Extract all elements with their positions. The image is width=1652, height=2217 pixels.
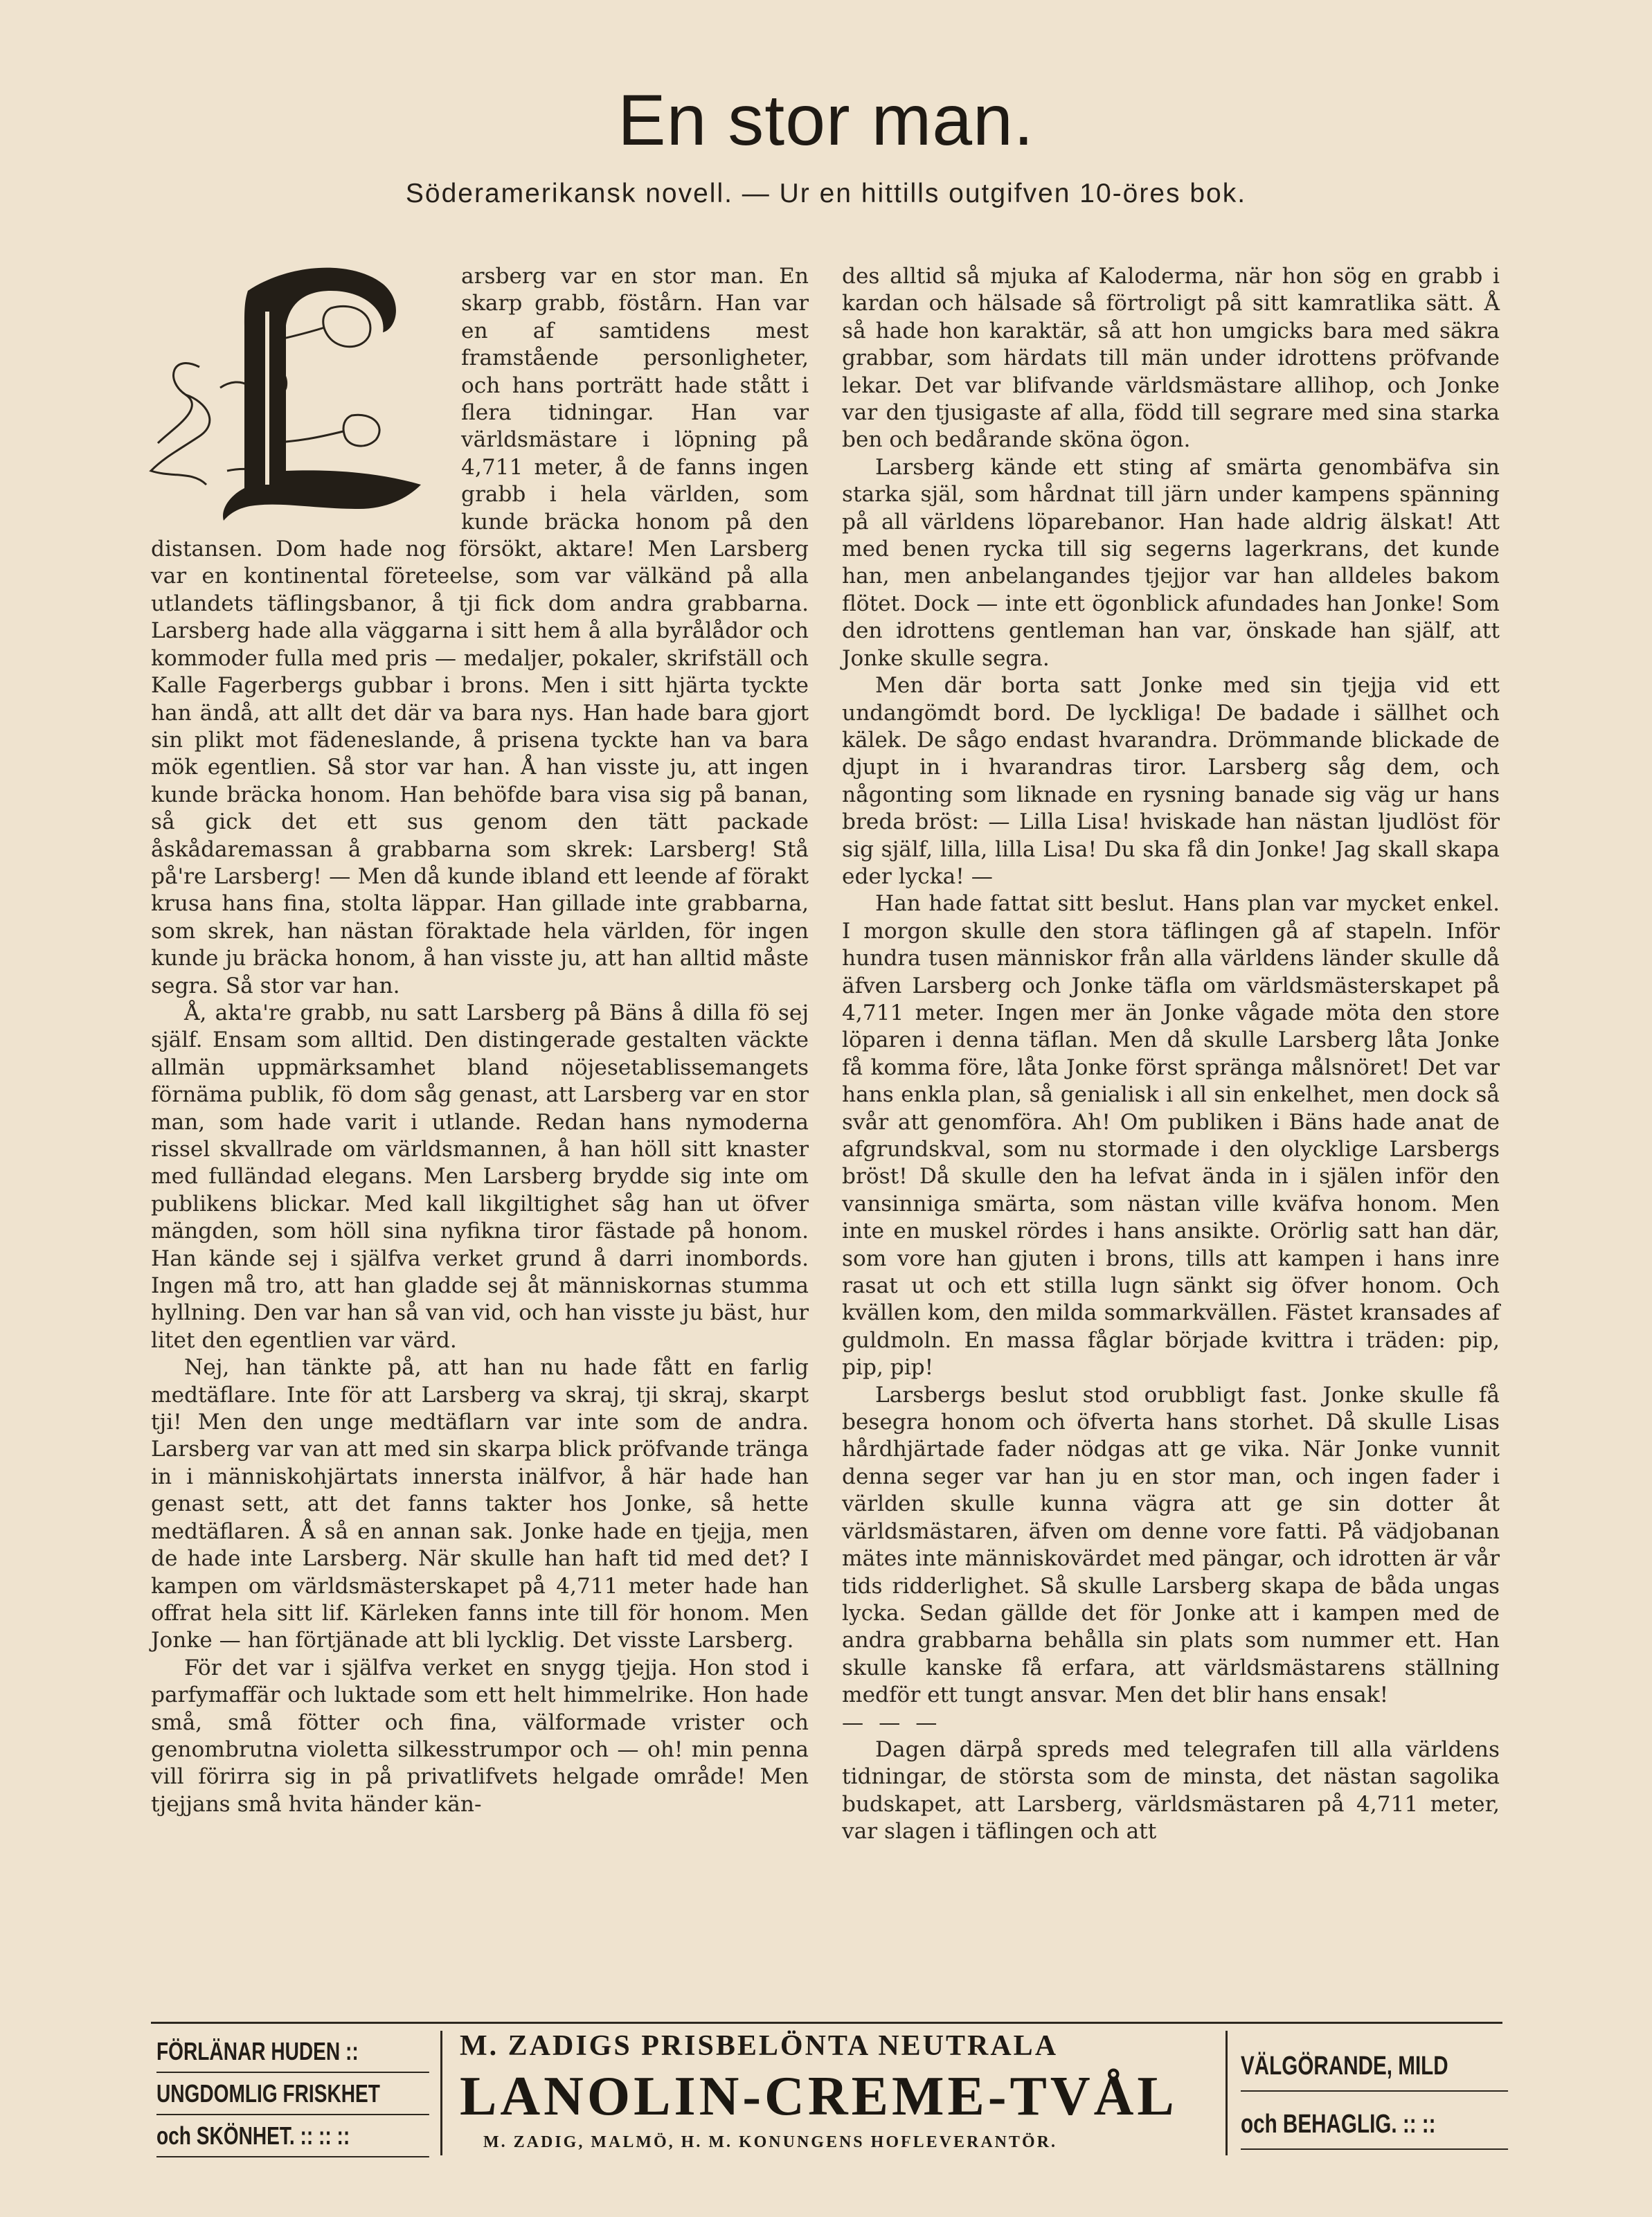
ad-line: och BEHAGLIG. :: ::	[1241, 2100, 1508, 2150]
paragraph: Larsberg kände ett sting af smärta genombäfva sin starka själ, som hårdnat till järn under kampens spänning på all världens löparebanor. Han hade aldrig älskat! Att med benen rycka till sig segerns lagerkrans, det kunde han, men anbelangandes tjejjor var han alldeles bakom flötet. Dock — inte ett ögonblick afundades han Jonke! Som den idrottens gentleman han var, önskade han själf, att Jonke skulle segra.	[842, 454, 1500, 671]
right-column	[842, 263, 1500, 1846]
paragraph: För det var i själfva verket en snygg tjejja. Hon stod i parfymaffär och luktade som ett helt himmelrike. Hon hade små, små fötter och fina, välformade vrister och genombrutna violetta silkesstrumpor och — oh! min penna vill förirra sig in på privatlifvets helgade område! Men tjejjans små hvita händer kän-	[151, 1655, 809, 1817]
paragraph: des alltid så mjuka af Kaloderma, när hon sög en grabb i kardan och hälsade så förtroligt på sitt kamratlika sätt. Å så hade hon karaktär, så att hon umgicks bara med säkra grabbar, som härdats till män under idrottens pröfvande lekar. Det var blifvande världsmästare allihop, och Jonke var den tjusigaste af alla, född till segrare med sina starka ben och bedårande sköna ögon.	[842, 264, 1500, 453]
paragraph: Larsbergs beslut stod orubbligt fast. Jonke skulle få besegra honom och öfverta hans storhet. Då skulle Lisas hårdhjärtade fader nödgas att ge vika. När Jonke vunnit denna seger var han ju en stor man, och ingen fader i världen skulle kunna vägra att ge sin dotter åt världsmästaren, äfven om denne vore fatti. På vädjobanan mätes inte människovärdet med pängar, och idrotten är vår tids ridderlighet. Så skulle Larsberg skapa de båda ungas lycka. Sedan gällde det för Jonke att i kampen med de andra grabbarna behålla sin plats som nummer ett. Han skulle kanske få erfara, att världsmästarens ställning medför ett tungt ansvar. Men det blir hans ensak!	[842, 1382, 1500, 1708]
article-title: En stor man.	[618, 80, 1034, 161]
paragraph: arsberg var en stor man. En skarp grabb, föstårn. Han var en af samtidens mest framstående personligheter, och hans porträtt hade stått i flera tidningar. Han var världsmästare i löpning på 4,711 meter, å de fanns ingen grabb i hela världen, som kunde bräcka honom på den distansen. Dom hade nog försökt, aktare! Men Larsberg var en kontinental företeelse, som var välkänd på alla utlandets täflingsbanor, å tji fick dom andra grabbarna. Larsberg hade alla väggarna i sitt hem å alla byrålådor och kommoder fulla med pris — medaljer, pokaler, skrifställ och Kalle Fagerbergs gubbar i brons. Men i sitt hjärta tyckte han ändå, att allt det där va bara nys. Han hade bara gjort sin plikt mot fädeneslande, å prisena tyckte han va bara mök egentlien. Så stor var han. Å han visste ju, att ingen kunde bräcka honom. Han behöfde bara visa sig på banan, så gick det ett sus genom den tätt packade åskådaremassan å grabbarna som skrek: Larsberg! Stå på're Larsberg! — Men då kunde ibland ett leende af förakt krusa hans fina, stolta läppar. Han gillade inte grabbarna, som skrek, han nästan föraktade hela världen, för ingen kunde ju bräcka honom, å han visste ju, att han alltid måste segra. Så stor var han.	[151, 264, 809, 998]
ad-product-name: LANOLIN-CREME-TVÅL	[460, 2066, 1178, 2127]
paragraph: Han hade fattat sitt beslut. Hans plan var mycket enkel. I morgon skulle den stora täflingen gå af stapeln. Inför hundra tusen människor från alla världens länder skulle då äfven Larsberg och Jonke täfla om världsmästerskapet på 4,711 meter. Ingen mer än Jonke vågade möta den store löparen i denna täflan. Men då skulle Larsberg låta Jonke få komma före, låta Jonke först spränga målsnöret! Det var hans enkla plan, så genialisk i all sin enkelhet, men dock så svår att genomföra. Ah! Om publiken i Bäns hade anat de afgrundskval, som nu stormade i den olycklige Larsbergs bröst! Då skulle den ha lefvat ända in i själen inför den vansinniga smärta, som nästan ville kväfva honom. Men inte en muskel rördes i hans ansikte. Orörlig satt han där, som vore han gjuten i brons, tills att kampen i hans inre rasat ut och ett stilla lugn sänkt sig öfver honom. Och kvällen kom, den milda sommarkvällen. Fästet kransades af guldmoln. En massa fåglar började kvittra i träden: pip, pip, pip!	[842, 891, 1500, 1381]
section-break: — — —	[842, 1709, 942, 1735]
ornamental-drop-cap-l-icon	[144, 263, 443, 533]
soap-advertisement	[151, 2022, 1502, 2166]
paragraph: Å, akta're grabb, nu satt Larsberg på Bäns å dilla fö sej själf. Ensam som alltid. Den distingerade gestalten väckte allmän uppmärksamhet bland nöjesetablissemangets förnäma publik, fö dom såg genast, att Larsberg var en stor man, som hade varit i utlande. Redan hans nymoderna rissel skvallrade om världsmannen, å han höll sitt knaster med fulländad elegans. Men Larsberg brydde sig inte om publikens blickar. Med kall likgiltighet såg han ut öfver mängden, som höll sina nyfikna tiror fästade på honom. Han kände sej i själfva verket grund å darri inombords. Ingen må tro, att han gladde sej åt människornas stumma hyllning. Den var han så van vid, och han visste ju bäst, hur litet den egentlien var värd.	[151, 1000, 809, 1353]
paragraph: Men där borta satt Jonke med sin tjejja vid ett undangömdt bord. De lyckliga! De badade i sällhet och kälek. De sågo endast hvarandra. Drömmande blickade de djupt in i hvarandras tiror. Larsberg såg dem, och någonting som liknade en rysning banade sig väg ur hans breda bröst: — Lilla Lisa! hviskade han nästan ljudlöst för sig själf, lilla, lilla Lisa! Du ska få din Jonke! Jag skall skapa eder lycka! —	[842, 673, 1500, 889]
ad-right-text	[1241, 2042, 1468, 2158]
ad-maker-line: M. ZADIG, MALMÖ, H. M. KONUNGENS HOFLEVERANTÖR.	[483, 2133, 1058, 2151]
ad-divider	[440, 2031, 442, 2155]
article-subtitle: Söderamerikansk novell. — Ur en hittills outgifven 10-öres bok.	[405, 179, 1247, 208]
paragraph: Nej, han tänkte på, att han nu hade fått en farlig medtäflare. Inte för att Larsberg va skraj, tji skraj, skarpt tji! Men den unge medtäflarn var inte som de andra. Larsberg var van att med sin skarpa blick pröfvande tränga in i människohjärtats innersta inälfvor, å här hade han genast sett, att det fanns takter hos Jonke, så hette medtäflaren. Å så en annan sak. Jonke hade en tjejja, men de hade inte Larsberg. När skulle han haft tid med det? I kampen om världsmästerskapet på 4,711 meter hade han offrat hela sitt lif. Kärleken fanns inte till för honom. Men Jonke — han förtjänade att bli lycklig. Det visste Larsberg.	[151, 1355, 809, 1653]
ad-line: FÖRLÄNAR HUDEN ::	[156, 2031, 429, 2073]
ad-left-text	[156, 2031, 380, 2157]
left-column	[151, 263, 809, 1818]
ad-line: och SKÖNHET. :: :: ::	[156, 2115, 429, 2157]
ad-line: UNGDOMLIG FRISKHET	[156, 2073, 429, 2115]
paragraph: Dagen därpå spreds med telegrafen till alla världens tidningar, de största som de minsta, det nästan sagolika budskapet, att Larsberg, världsmästaren på 4,711 meter, var slagen i täflingen och att	[842, 1736, 1500, 1844]
ad-brand-line: M. ZADIGS PRISBELÖNTA NEUTRALA	[460, 2030, 1059, 2062]
ad-line: VÄLGÖRANDE, MILD	[1241, 2042, 1508, 2092]
